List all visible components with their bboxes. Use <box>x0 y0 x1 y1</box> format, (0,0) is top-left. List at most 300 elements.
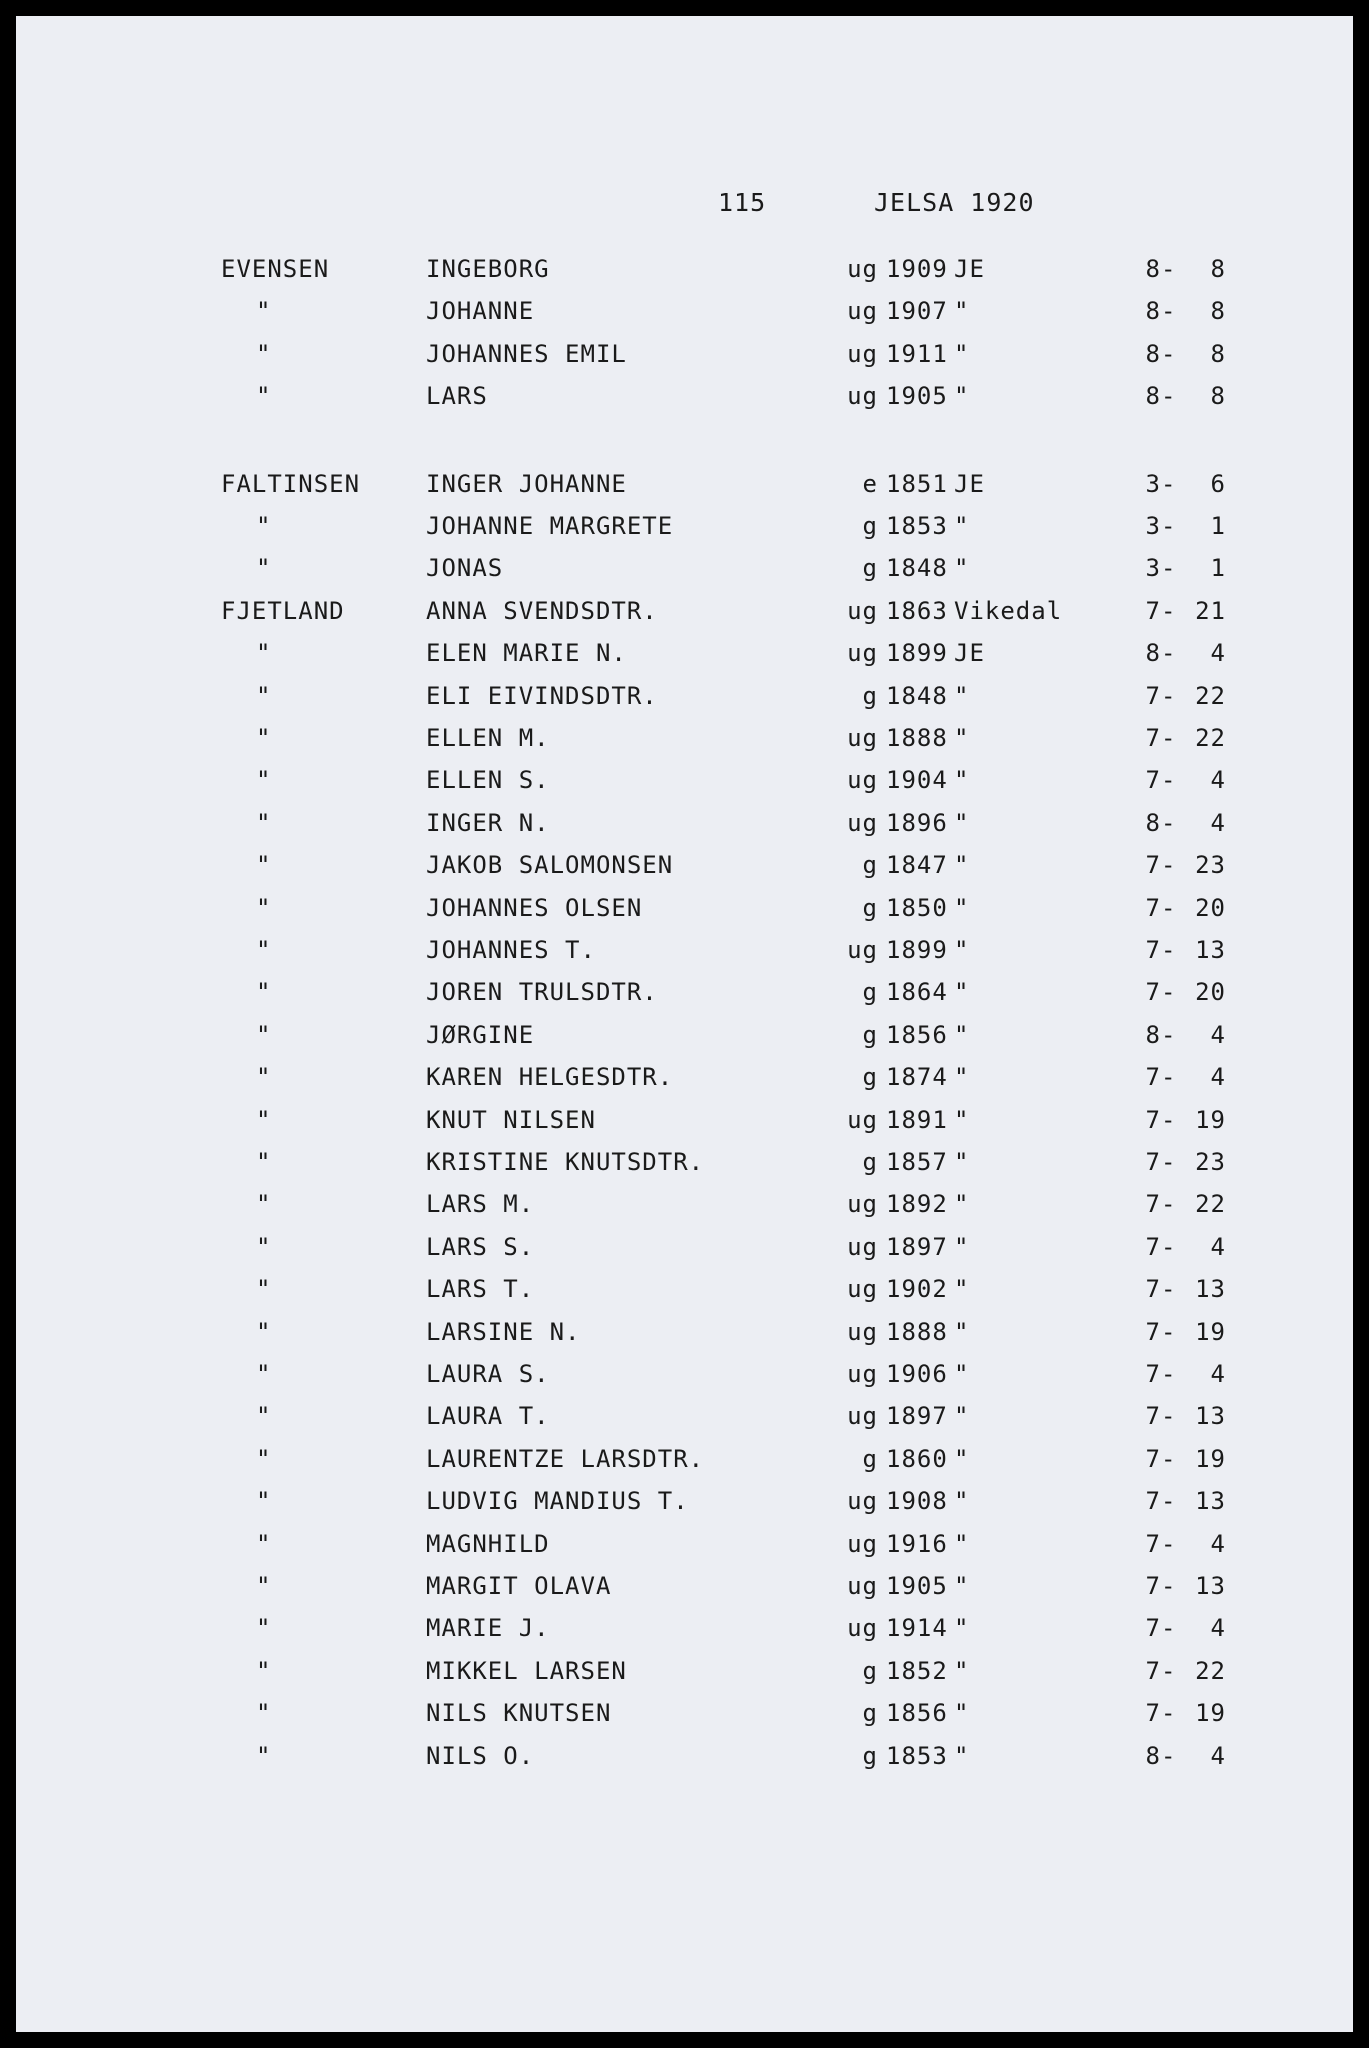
table-row <box>16 1487 1353 1527</box>
code1-cell: 3 <box>1145 469 1161 498</box>
year-cell: 1908 <box>886 1487 948 1516</box>
place-cell: " <box>954 1190 970 1219</box>
code2-cell: 4 <box>1210 1020 1226 1049</box>
status-cell: ug <box>847 1317 878 1346</box>
place-cell: " <box>954 1105 970 1134</box>
code-separator: - <box>1161 851 1177 880</box>
code-separator: - <box>1161 1232 1177 1261</box>
code2-cell: 13 <box>1195 1487 1226 1516</box>
code1-cell: 8 <box>1145 639 1161 668</box>
surname-cell: " <box>256 1699 272 1728</box>
code2-cell: 4 <box>1210 808 1226 837</box>
given-name-cell: JOHANNES OLSEN <box>426 893 643 922</box>
year-cell: 1888 <box>886 724 948 752</box>
code2-cell: 4 <box>1210 1232 1226 1261</box>
code1-cell: 7 <box>1145 1275 1161 1304</box>
code-separator: - <box>1161 1572 1177 1600</box>
code-separator: - <box>1161 596 1177 625</box>
code1-cell: 7 <box>1145 1487 1161 1516</box>
code1-cell: 7 <box>1145 1148 1161 1176</box>
place-cell: Vikedal <box>954 596 1063 625</box>
code1-cell: 7 <box>1145 1063 1161 1092</box>
given-name-cell: LAURA T. <box>426 1402 550 1431</box>
status-cell: g <box>862 1148 878 1176</box>
status-cell: g <box>862 681 878 710</box>
code-separator: - <box>1161 1063 1177 1092</box>
code-separator: - <box>1161 1487 1177 1516</box>
status-cell: e <box>862 469 878 498</box>
table-row <box>16 639 1353 679</box>
code1-cell: 8 <box>1145 808 1161 837</box>
place-cell: " <box>954 1656 970 1685</box>
given-name-cell: LARS <box>426 382 488 411</box>
table-row <box>16 894 1353 934</box>
table-row <box>16 766 1353 806</box>
table-row <box>16 1445 1353 1485</box>
code-separator: - <box>1161 936 1177 964</box>
status-cell: g <box>862 851 878 880</box>
given-name-cell: INGER JOHANNE <box>426 469 627 498</box>
code1-cell: 8 <box>1145 1741 1161 1770</box>
code1-cell: 7 <box>1145 724 1161 752</box>
code-separator: - <box>1161 1529 1177 1558</box>
place-cell: " <box>954 1232 970 1261</box>
table-row <box>16 512 1353 552</box>
place-cell: " <box>954 1529 970 1558</box>
code2-cell: 22 <box>1195 1190 1226 1219</box>
year-cell: 1852 <box>886 1656 948 1685</box>
code1-cell: 7 <box>1145 1656 1161 1685</box>
status-cell: ug <box>847 382 878 411</box>
given-name-cell: JOHANNES T. <box>426 936 596 964</box>
given-name-cell: ELLEN S. <box>426 766 550 795</box>
given-name-cell: NILS KNUTSEN <box>426 1699 612 1728</box>
surname-cell: " <box>256 512 272 540</box>
surname-cell: " <box>256 1232 272 1261</box>
year-cell: 1897 <box>886 1402 948 1431</box>
given-name-cell: KRISTINE KNUTSDTR. <box>426 1148 705 1176</box>
code-separator: - <box>1161 1444 1177 1473</box>
year-cell: 1888 <box>886 1317 948 1346</box>
year-cell: 1906 <box>886 1360 948 1388</box>
code2-cell: 13 <box>1195 1402 1226 1431</box>
surname-cell: " <box>256 1529 272 1558</box>
year-cell: 1850 <box>886 893 948 922</box>
place-cell: " <box>954 808 970 837</box>
surname-cell: " <box>256 1572 272 1600</box>
code2-cell: 19 <box>1195 1317 1226 1346</box>
surname-cell: " <box>256 1105 272 1134</box>
code1-cell: 7 <box>1145 1444 1161 1473</box>
place-cell: " <box>954 893 970 922</box>
surname-cell: " <box>256 681 272 710</box>
surname-cell: EVENSEN <box>221 255 330 283</box>
code2-cell: 22 <box>1195 1656 1226 1685</box>
place-cell: " <box>954 554 970 583</box>
year-cell: 1853 <box>886 1741 948 1770</box>
table-row <box>16 382 1353 422</box>
code2-cell: 19 <box>1195 1105 1226 1134</box>
code1-cell: 7 <box>1145 936 1161 964</box>
table-row <box>16 1742 1353 1782</box>
given-name-cell: LAURA S. <box>426 1360 550 1388</box>
code1-cell: 8 <box>1145 255 1161 283</box>
code1-cell: 7 <box>1145 1402 1161 1431</box>
surname-cell: " <box>256 893 272 922</box>
table-row <box>16 297 1353 337</box>
year-cell: 1916 <box>886 1529 948 1558</box>
place-cell: " <box>954 1699 970 1728</box>
status-cell: ug <box>847 1487 878 1516</box>
year-cell: 1897 <box>886 1232 948 1261</box>
surname-cell: " <box>256 978 272 1007</box>
table-row <box>16 340 1353 380</box>
surname-cell: " <box>256 1444 272 1473</box>
status-cell: ug <box>847 596 878 625</box>
table-row <box>16 1657 1353 1697</box>
given-name-cell: ANNA SVENDSDTR. <box>426 596 658 625</box>
given-name-cell: LUDVIG MANDIUS T. <box>426 1487 689 1516</box>
code-separator: - <box>1161 1741 1177 1770</box>
place-cell: " <box>954 1487 970 1516</box>
code-separator: - <box>1161 681 1177 710</box>
code1-cell: 7 <box>1145 1105 1161 1134</box>
code-separator: - <box>1161 808 1177 837</box>
code2-cell: 19 <box>1195 1444 1226 1473</box>
given-name-cell: KAREN HELGESDTR. <box>426 1063 674 1092</box>
place-cell: " <box>954 1360 970 1388</box>
table-row <box>16 1402 1353 1442</box>
year-cell: 1864 <box>886 978 948 1007</box>
code1-cell: 7 <box>1145 1232 1161 1261</box>
surname-cell: " <box>256 851 272 880</box>
surname-cell: " <box>256 1614 272 1643</box>
code1-cell: 7 <box>1145 1614 1161 1643</box>
table-row <box>16 1190 1353 1230</box>
table-row <box>16 1530 1353 1570</box>
table-row <box>16 978 1353 1018</box>
surname-cell: " <box>256 808 272 837</box>
given-name-cell: ELEN MARIE N. <box>426 639 627 668</box>
place-cell: " <box>954 936 970 964</box>
table-row <box>16 1063 1353 1103</box>
code-separator: - <box>1161 766 1177 795</box>
year-cell: 1847 <box>886 851 948 880</box>
table-row <box>16 255 1353 295</box>
given-name-cell: LAURENTZE LARSDTR. <box>426 1444 705 1473</box>
status-cell: g <box>862 1699 878 1728</box>
code2-cell: 23 <box>1195 851 1226 880</box>
year-cell: 1874 <box>886 1063 948 1092</box>
year-cell: 1905 <box>886 1572 948 1600</box>
code2-cell: 13 <box>1195 1572 1226 1600</box>
code-separator: - <box>1161 297 1177 326</box>
code2-cell: 4 <box>1210 1741 1226 1770</box>
surname-cell: FALTINSEN <box>221 469 361 498</box>
surname-cell: " <box>256 1656 272 1685</box>
place-cell: " <box>954 297 970 326</box>
surname-cell: " <box>256 1190 272 1219</box>
place-cell: " <box>954 1402 970 1431</box>
surname-cell: " <box>256 1402 272 1431</box>
code1-cell: 7 <box>1145 1699 1161 1728</box>
given-name-cell: JØRGINE <box>426 1020 535 1049</box>
status-cell: g <box>862 1656 878 1685</box>
surname-cell: " <box>256 554 272 583</box>
code1-cell: 8 <box>1145 1020 1161 1049</box>
code-separator: - <box>1161 469 1177 498</box>
code2-cell: 19 <box>1195 1699 1226 1728</box>
year-cell: 1899 <box>886 639 948 668</box>
document-page <box>16 16 1353 2032</box>
code2-cell: 4 <box>1210 639 1226 668</box>
code2-cell: 21 <box>1195 596 1226 625</box>
table-row <box>16 936 1353 976</box>
given-name-cell: LARS S. <box>426 1232 535 1261</box>
status-cell: g <box>862 1444 878 1473</box>
status-cell: g <box>862 978 878 1007</box>
status-cell: ug <box>847 936 878 964</box>
year-cell: 1899 <box>886 936 948 964</box>
given-name-cell: KNUT NILSEN <box>426 1105 596 1134</box>
place-cell: " <box>954 766 970 795</box>
year-cell: 1856 <box>886 1020 948 1049</box>
table-row <box>16 682 1353 722</box>
status-cell: ug <box>847 1190 878 1219</box>
code-separator: - <box>1161 978 1177 1007</box>
table-row <box>16 1021 1353 1061</box>
code-separator: - <box>1161 1402 1177 1431</box>
code1-cell: 7 <box>1145 1190 1161 1219</box>
given-name-cell: ELLEN M. <box>426 724 550 752</box>
table-row <box>16 597 1353 637</box>
given-name-cell: MARGIT OLAVA <box>426 1572 612 1600</box>
given-name-cell: JONAS <box>426 554 504 583</box>
surname-cell: " <box>256 936 272 964</box>
code1-cell: 7 <box>1145 1529 1161 1558</box>
year-cell: 1857 <box>886 1148 948 1176</box>
code-separator: - <box>1161 1020 1177 1049</box>
place-cell: " <box>954 1063 970 1092</box>
year-cell: 1860 <box>886 1444 948 1473</box>
code-separator: - <box>1161 639 1177 668</box>
code2-cell: 1 <box>1210 554 1226 583</box>
status-cell: g <box>862 1020 878 1049</box>
code2-cell: 22 <box>1195 681 1226 710</box>
code2-cell: 13 <box>1195 1275 1226 1304</box>
year-cell: 1909 <box>886 255 948 283</box>
code2-cell: 8 <box>1210 255 1226 283</box>
table-row <box>16 809 1353 849</box>
given-name-cell: JOHANNE <box>426 297 535 326</box>
code1-cell: 7 <box>1145 1317 1161 1346</box>
code-separator: - <box>1161 1614 1177 1643</box>
code-separator: - <box>1161 893 1177 922</box>
code2-cell: 4 <box>1210 1614 1226 1643</box>
code1-cell: 7 <box>1145 681 1161 710</box>
code1-cell: 7 <box>1145 596 1161 625</box>
surname-cell: " <box>256 766 272 795</box>
code-separator: - <box>1161 1105 1177 1134</box>
status-cell: ug <box>847 1105 878 1134</box>
surname-cell: " <box>256 1275 272 1304</box>
table-row <box>16 1148 1353 1188</box>
table-row <box>16 1699 1353 1739</box>
table-row <box>16 1106 1353 1146</box>
table-row <box>16 1275 1353 1315</box>
code-separator: - <box>1161 724 1177 752</box>
year-cell: 1905 <box>886 382 948 411</box>
place-cell: " <box>954 1444 970 1473</box>
code-separator: - <box>1161 1148 1177 1176</box>
table-row <box>16 1572 1353 1612</box>
given-name-cell: JOHANNES EMIL <box>426 339 627 368</box>
status-cell: ug <box>847 724 878 752</box>
year-cell: 1911 <box>886 339 948 368</box>
code2-cell: 4 <box>1210 1360 1226 1388</box>
code1-cell: 7 <box>1145 1360 1161 1388</box>
status-cell: g <box>862 512 878 540</box>
place-cell: " <box>954 1572 970 1600</box>
year-cell: 1848 <box>886 554 948 583</box>
given-name-cell: MARIE J. <box>426 1614 550 1643</box>
year-cell: 1904 <box>886 766 948 795</box>
status-cell: ug <box>847 766 878 795</box>
status-cell: ug <box>847 1232 878 1261</box>
code2-cell: 4 <box>1210 1063 1226 1092</box>
status-cell: ug <box>847 297 878 326</box>
given-name-cell: ELI EIVINDSDTR. <box>426 681 658 710</box>
status-cell: ug <box>847 1360 878 1388</box>
place-cell: " <box>954 1275 970 1304</box>
surname-cell: " <box>256 339 272 368</box>
code2-cell: 1 <box>1210 512 1226 540</box>
place-cell: JE <box>954 469 985 498</box>
place-cell: " <box>954 1614 970 1643</box>
code-separator: - <box>1161 255 1177 283</box>
code2-cell: 8 <box>1210 297 1226 326</box>
given-name-cell: LARS M. <box>426 1190 535 1219</box>
surname-cell: " <box>256 382 272 411</box>
status-cell: g <box>862 1741 878 1770</box>
surname-cell: " <box>256 639 272 668</box>
place-cell: " <box>954 1317 970 1346</box>
code-separator: - <box>1161 1317 1177 1346</box>
year-cell: 1902 <box>886 1275 948 1304</box>
surname-cell: " <box>256 297 272 326</box>
status-cell: g <box>862 1063 878 1092</box>
surname-cell: " <box>256 1487 272 1516</box>
surname-cell: " <box>256 1360 272 1388</box>
year-cell: 1907 <box>886 297 948 326</box>
given-name-cell: JOHANNE MARGRETE <box>426 512 674 540</box>
table-row <box>16 1614 1353 1654</box>
table-row <box>16 851 1353 891</box>
place-cell: " <box>954 851 970 880</box>
code-separator: - <box>1161 512 1177 540</box>
place-cell: " <box>954 512 970 540</box>
code1-cell: 8 <box>1145 339 1161 368</box>
year-cell: 1892 <box>886 1190 948 1219</box>
year-cell: 1863 <box>886 596 948 625</box>
surname-cell: " <box>256 1741 272 1770</box>
page-number: 115 <box>718 188 767 217</box>
code2-cell: 6 <box>1210 469 1226 498</box>
year-cell: 1851 <box>886 469 948 498</box>
code-separator: - <box>1161 1699 1177 1728</box>
place-cell: " <box>954 724 970 752</box>
code-separator: - <box>1161 339 1177 368</box>
table-row <box>16 470 1353 510</box>
place-cell: JE <box>954 639 985 668</box>
year-cell: 1853 <box>886 512 948 540</box>
code2-cell: 13 <box>1195 936 1226 964</box>
status-cell: ug <box>847 639 878 668</box>
code-separator: - <box>1161 1190 1177 1219</box>
table-row <box>16 724 1353 764</box>
status-cell: ug <box>847 1614 878 1643</box>
place-cell: " <box>954 1020 970 1049</box>
given-name-cell: INGEBORG <box>426 255 550 283</box>
code2-cell: 23 <box>1195 1148 1226 1176</box>
place-cell: " <box>954 1148 970 1176</box>
given-name-cell: NILS O. <box>426 1741 535 1770</box>
year-cell: 1896 <box>886 808 948 837</box>
year-cell: 1891 <box>886 1105 948 1134</box>
code1-cell: 7 <box>1145 1572 1161 1600</box>
status-cell: g <box>862 893 878 922</box>
code1-cell: 7 <box>1145 978 1161 1007</box>
given-name-cell: LARSINE N. <box>426 1317 581 1346</box>
table-row <box>16 1360 1353 1400</box>
surname-cell: " <box>256 1317 272 1346</box>
place-cell: JE <box>954 255 985 283</box>
code1-cell: 7 <box>1145 851 1161 880</box>
table-row <box>16 1233 1353 1273</box>
status-cell: ug <box>847 808 878 837</box>
status-cell: ug <box>847 1529 878 1558</box>
given-name-cell: MAGNHILD <box>426 1529 550 1558</box>
code1-cell: 8 <box>1145 382 1161 411</box>
code1-cell: 7 <box>1145 766 1161 795</box>
status-cell: ug <box>847 255 878 283</box>
code2-cell: 20 <box>1195 978 1226 1007</box>
code2-cell: 22 <box>1195 724 1226 752</box>
status-cell: ug <box>847 1402 878 1431</box>
year-cell: 1914 <box>886 1614 948 1643</box>
place-cell: " <box>954 978 970 1007</box>
code2-cell: 4 <box>1210 1529 1226 1558</box>
code2-cell: 4 <box>1210 766 1226 795</box>
code1-cell: 8 <box>1145 297 1161 326</box>
surname-cell: " <box>256 1020 272 1049</box>
place-cell: " <box>954 681 970 710</box>
code-separator: - <box>1161 1360 1177 1388</box>
status-cell: ug <box>847 1572 878 1600</box>
code1-cell: 7 <box>1145 893 1161 922</box>
surname-cell: " <box>256 1148 272 1176</box>
code2-cell: 8 <box>1210 382 1226 411</box>
surname-cell: " <box>256 1063 272 1092</box>
place-cell: " <box>954 1741 970 1770</box>
status-cell: ug <box>847 1275 878 1304</box>
table-row <box>16 554 1353 594</box>
code1-cell: 3 <box>1145 554 1161 583</box>
code2-cell: 8 <box>1210 339 1226 368</box>
code2-cell: 20 <box>1195 893 1226 922</box>
status-cell: g <box>862 554 878 583</box>
given-name-cell: LARS T. <box>426 1275 535 1304</box>
